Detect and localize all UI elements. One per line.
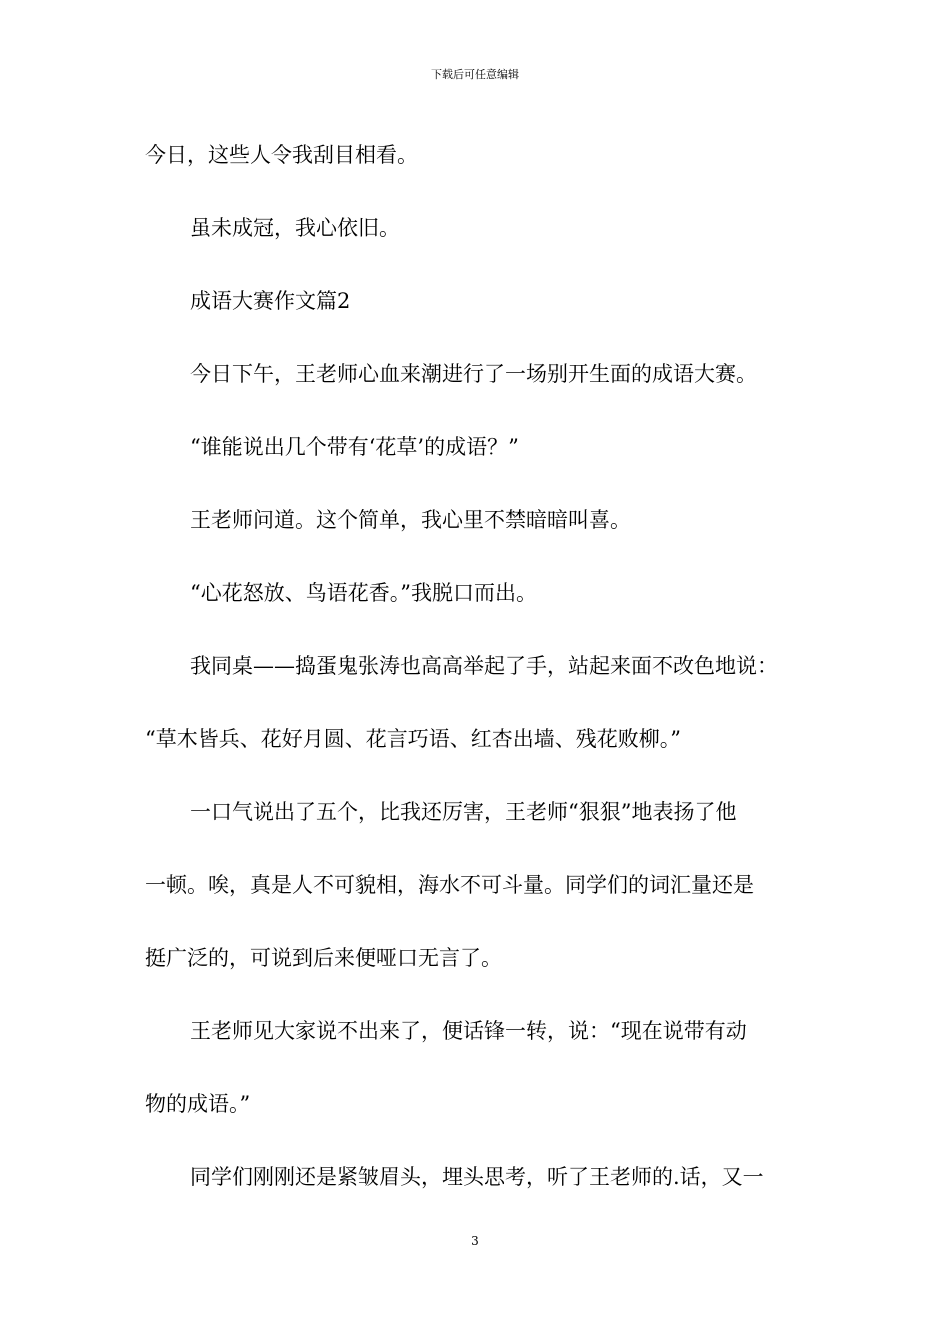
paragraph-line: 虽未成冠，我心依旧。 <box>190 216 400 240</box>
paragraph-line: 一口气说出了五个，比我还厉害，王老师“狠狠”地表扬了他 <box>190 800 737 824</box>
paragraph-line: 今日，这些人令我刮目相看。 <box>145 143 418 167</box>
paragraph-line: 一顿。唉，真是人不可貌相，海水不可斗量。同学们的词汇量还是 <box>145 873 754 897</box>
paragraph-line: 物的成语。” <box>145 1092 251 1116</box>
paragraph-line: 王老师问道。这个简单，我心里不禁暗暗叫喜。 <box>190 508 631 532</box>
section-heading: 成语大赛作文篇2 <box>190 289 351 313</box>
paragraph-line: 挺广泛的，可说到后来便哑口无言了。 <box>145 946 502 970</box>
paragraph-line: “心花怒放、鸟语花香。”我脱口而出。 <box>190 581 537 605</box>
paragraph-line: “谁能说出几个带有‘花草’的成语？” <box>190 435 519 459</box>
paragraph-line: 同学们刚刚还是紧皱眉头，埋头思考，听了王老师的.话，又一 <box>190 1165 764 1189</box>
paragraph-line: 我同桌——捣蛋鬼张涛也高高举起了手，站起来面不改色地说： <box>190 654 778 678</box>
paragraph-line: “草木皆兵、花好月圆、花言巧语、红杏出墙、残花败柳。” <box>145 727 681 751</box>
paragraph-line: 今日下午，王老师心血来潮进行了一场别开生面的成语大赛。 <box>190 362 757 386</box>
paragraph-line: 王老师见大家说不出来了，便话锋一转，说：“现在说带有动 <box>190 1019 747 1043</box>
page-number: 3 <box>471 1234 479 1248</box>
document-body <box>145 132 825 1227</box>
page-header: 下载后可任意编辑 <box>431 68 519 81</box>
